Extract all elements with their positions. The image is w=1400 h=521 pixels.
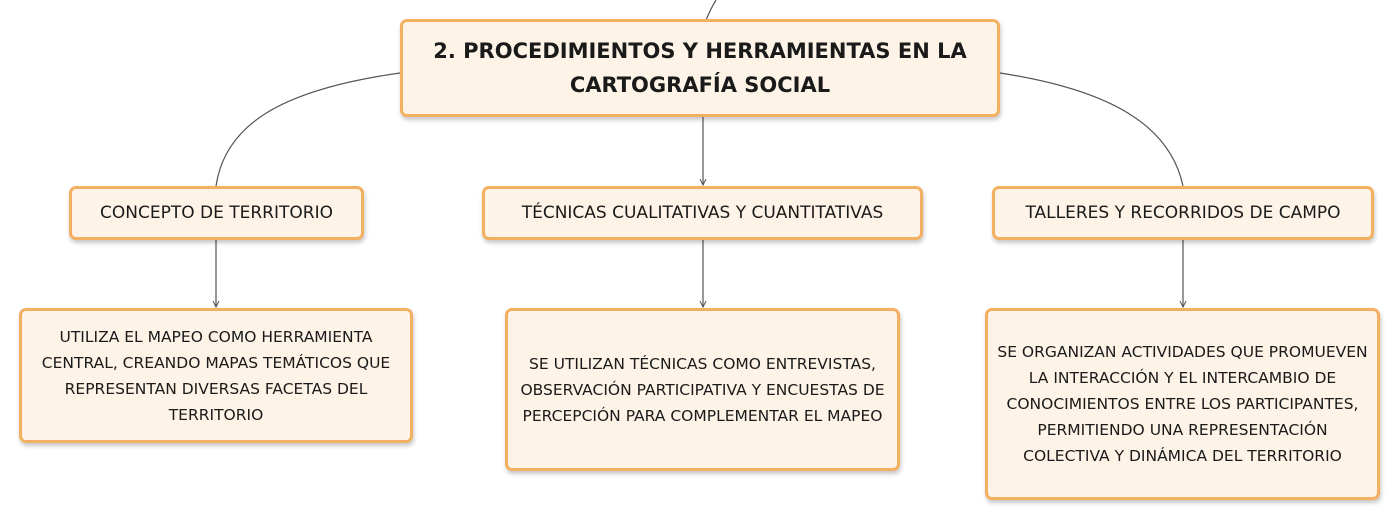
branch-label: CONCEPTO DE TERRITORIO <box>100 203 333 223</box>
branch-node-concepto-territorio[interactable] <box>69 186 364 240</box>
connector-from-parent <box>706 0 716 20</box>
connector-root-to-concepto <box>216 73 400 186</box>
root-topic-text: 2. PROCEDIMIENTOS Y HERRAMIENTAS EN LA CARTOGRAFÍA SOCIAL <box>433 39 967 97</box>
detail-text: UTILIZA EL MAPEO COMO HERRAMIENTA CENTRAL, CREANDO MAPAS TEMÁTICOS QUE REPRESENTAN DIVERSAS FACETAS DEL TERRITORIO <box>41 327 391 424</box>
detail-text: SE UTILIZAN TÉCNICAS COMO ENTREVISTAS, OBSERVACIÓN PARTICIPATIVA Y ENCUESTAS DE PERCEPCIÓN PARA COMPLEMENTAR EL MAPEO <box>520 354 885 425</box>
detail-node-actividades[interactable] <box>985 308 1380 500</box>
branch-label: TALLERES Y RECORRIDOS DE CAMPO <box>1025 203 1341 223</box>
root-topic-node[interactable] <box>400 19 1000 117</box>
detail-text: SE ORGANIZAN ACTIVIDADES QUE PROMUEVEN LA INTERACCIÓN Y EL INTERCAMBIO DE CONOCIMIENTOS ENTRE LOS PARTICIPANTES, PERMITIENDO UNA REPRESENTACIÓN COLECTIVA Y DINÁMICA DEL TERRITORIO <box>997 343 1368 465</box>
connector-root-to-talleres <box>1000 73 1183 186</box>
detail-node-mapeo[interactable] <box>19 308 413 443</box>
branch-node-tecnicas[interactable] <box>482 186 923 240</box>
branch-label: TÉCNICAS CUALITATIVAS Y CUANTITATIVAS <box>521 203 884 223</box>
branch-node-talleres[interactable] <box>992 186 1374 240</box>
detail-node-entrevistas[interactable] <box>505 308 900 471</box>
